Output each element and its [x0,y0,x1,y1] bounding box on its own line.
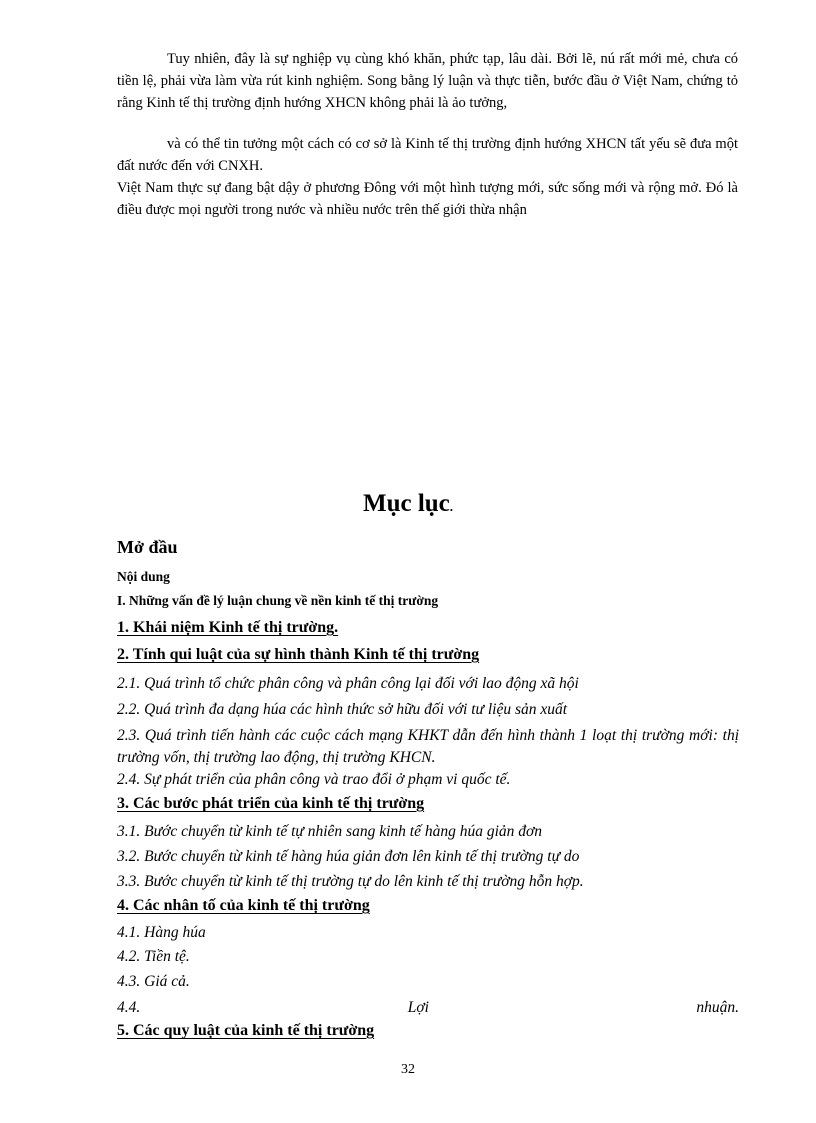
toc-section-4-3[interactable]: 4.3. Giá cả. [117,973,190,990]
toc-section-4-1[interactable]: 4.1. Hàng húa [117,924,206,941]
toc-section-3-2[interactable]: 3.2. Bước chuyển từ kinh tế hàng húa giản đơn lên kinh tế thị trường tự do [117,848,580,865]
toc-section-3[interactable]: 3. Các bước phát triển của kinh tế thị trường [117,795,425,812]
toc-part-1[interactable]: I. Những vấn đề lý luận chung về nền kinh tế thị trường [117,593,439,608]
toc-section-3-1[interactable]: 3.1. Bước chuyển từ kinh tế tự nhiên sang kinh tế hàng húa giản đơn [117,823,543,840]
toc-title-suffix: . [449,499,454,514]
toc-section-1[interactable]: 1. Khái niệm Kinh tế thị trường. [117,619,339,636]
intro-paragraph-1: Tuy nhiên, đây là sự nghiệp vụ cùng khó khăn, phức tạp, lâu dài. Bởi lẽ, nú rất mới mẻ, chưa có tiền lệ, phải vừa làm vừa rút kinh nghiệm. Song bằng lý luận và thực tiễn, bước đầu ở Việt Nam, chứng tỏ rằng Kinh tế thị trường định hướng XHCN không phải là ảo tưởng, [117,51,738,111]
toc-noi-dung[interactable]: Nội dung [117,569,170,584]
toc-section-2-3[interactable]: 2.3. Quá trình tiến hành các cuộc cách mạng KHKT dẫn đến hình thành 1 loạt thị trường mới: thị trường vốn, thị trường lao động, thị trường KHCN. [117,727,739,766]
toc-section-4-2[interactable]: 4.2. Tiền tệ. [117,948,190,965]
toc-section-4[interactable]: 4. Các nhân tố của kinh tế thị trường [117,897,370,914]
page-number: 32 [401,1062,415,1077]
toc-section-2-1[interactable]: 2.1. Quá trình tổ chức phân công và phân công lại đối với lao động xã hội [117,675,579,692]
toc-section-4-4-word-a: Lợi [407,999,429,1016]
intro-paragraph-2: và có thể tin tưởng một cách có cơ sở là Kinh tế thị trường định hướng XHCN tất yếu sẽ đưa một đất nước đến với CNXH. [117,136,738,174]
toc-section-2[interactable]: 2. Tính qui luật của sự hình thành Kinh tế thị trường [117,646,480,663]
toc-section-5[interactable]: 5. Các quy luật của kinh tế thị trường [117,1022,375,1039]
toc-title-text: Mục lục [362,490,450,517]
toc-section-2-2[interactable]: 2.2. Quá trình đa dạng húa các hình thức sở hữu đối với tư liệu sản xuất [117,701,568,718]
toc-section-4-4[interactable] [117,997,739,1019]
toc-section-3-3[interactable]: 3.3. Bước chuyển từ kinh tế thị trường tự do lên kinh tế thị trường hỗn hợp. [117,873,584,890]
toc-mo-dau[interactable]: Mở đầu [117,537,178,557]
toc-section-4-4-number: 4.4. [117,999,141,1016]
toc-section-4-4-word-b: nhuận. [696,999,739,1016]
toc-section-2-4[interactable]: 2.4. Sự phát triển của phân công và trao đổi ở phạm vi quốc tế. [117,771,511,788]
intro-paragraph-3: Việt Nam thực sự đang bật dậy ở phương Đông với một hình tượng mới, sức sống mới và rộng mở. Đó là điều được mọi người trong nước và nhiều nước trên thế giới thừa nhận [117,180,738,218]
toc-title [0,490,816,518]
